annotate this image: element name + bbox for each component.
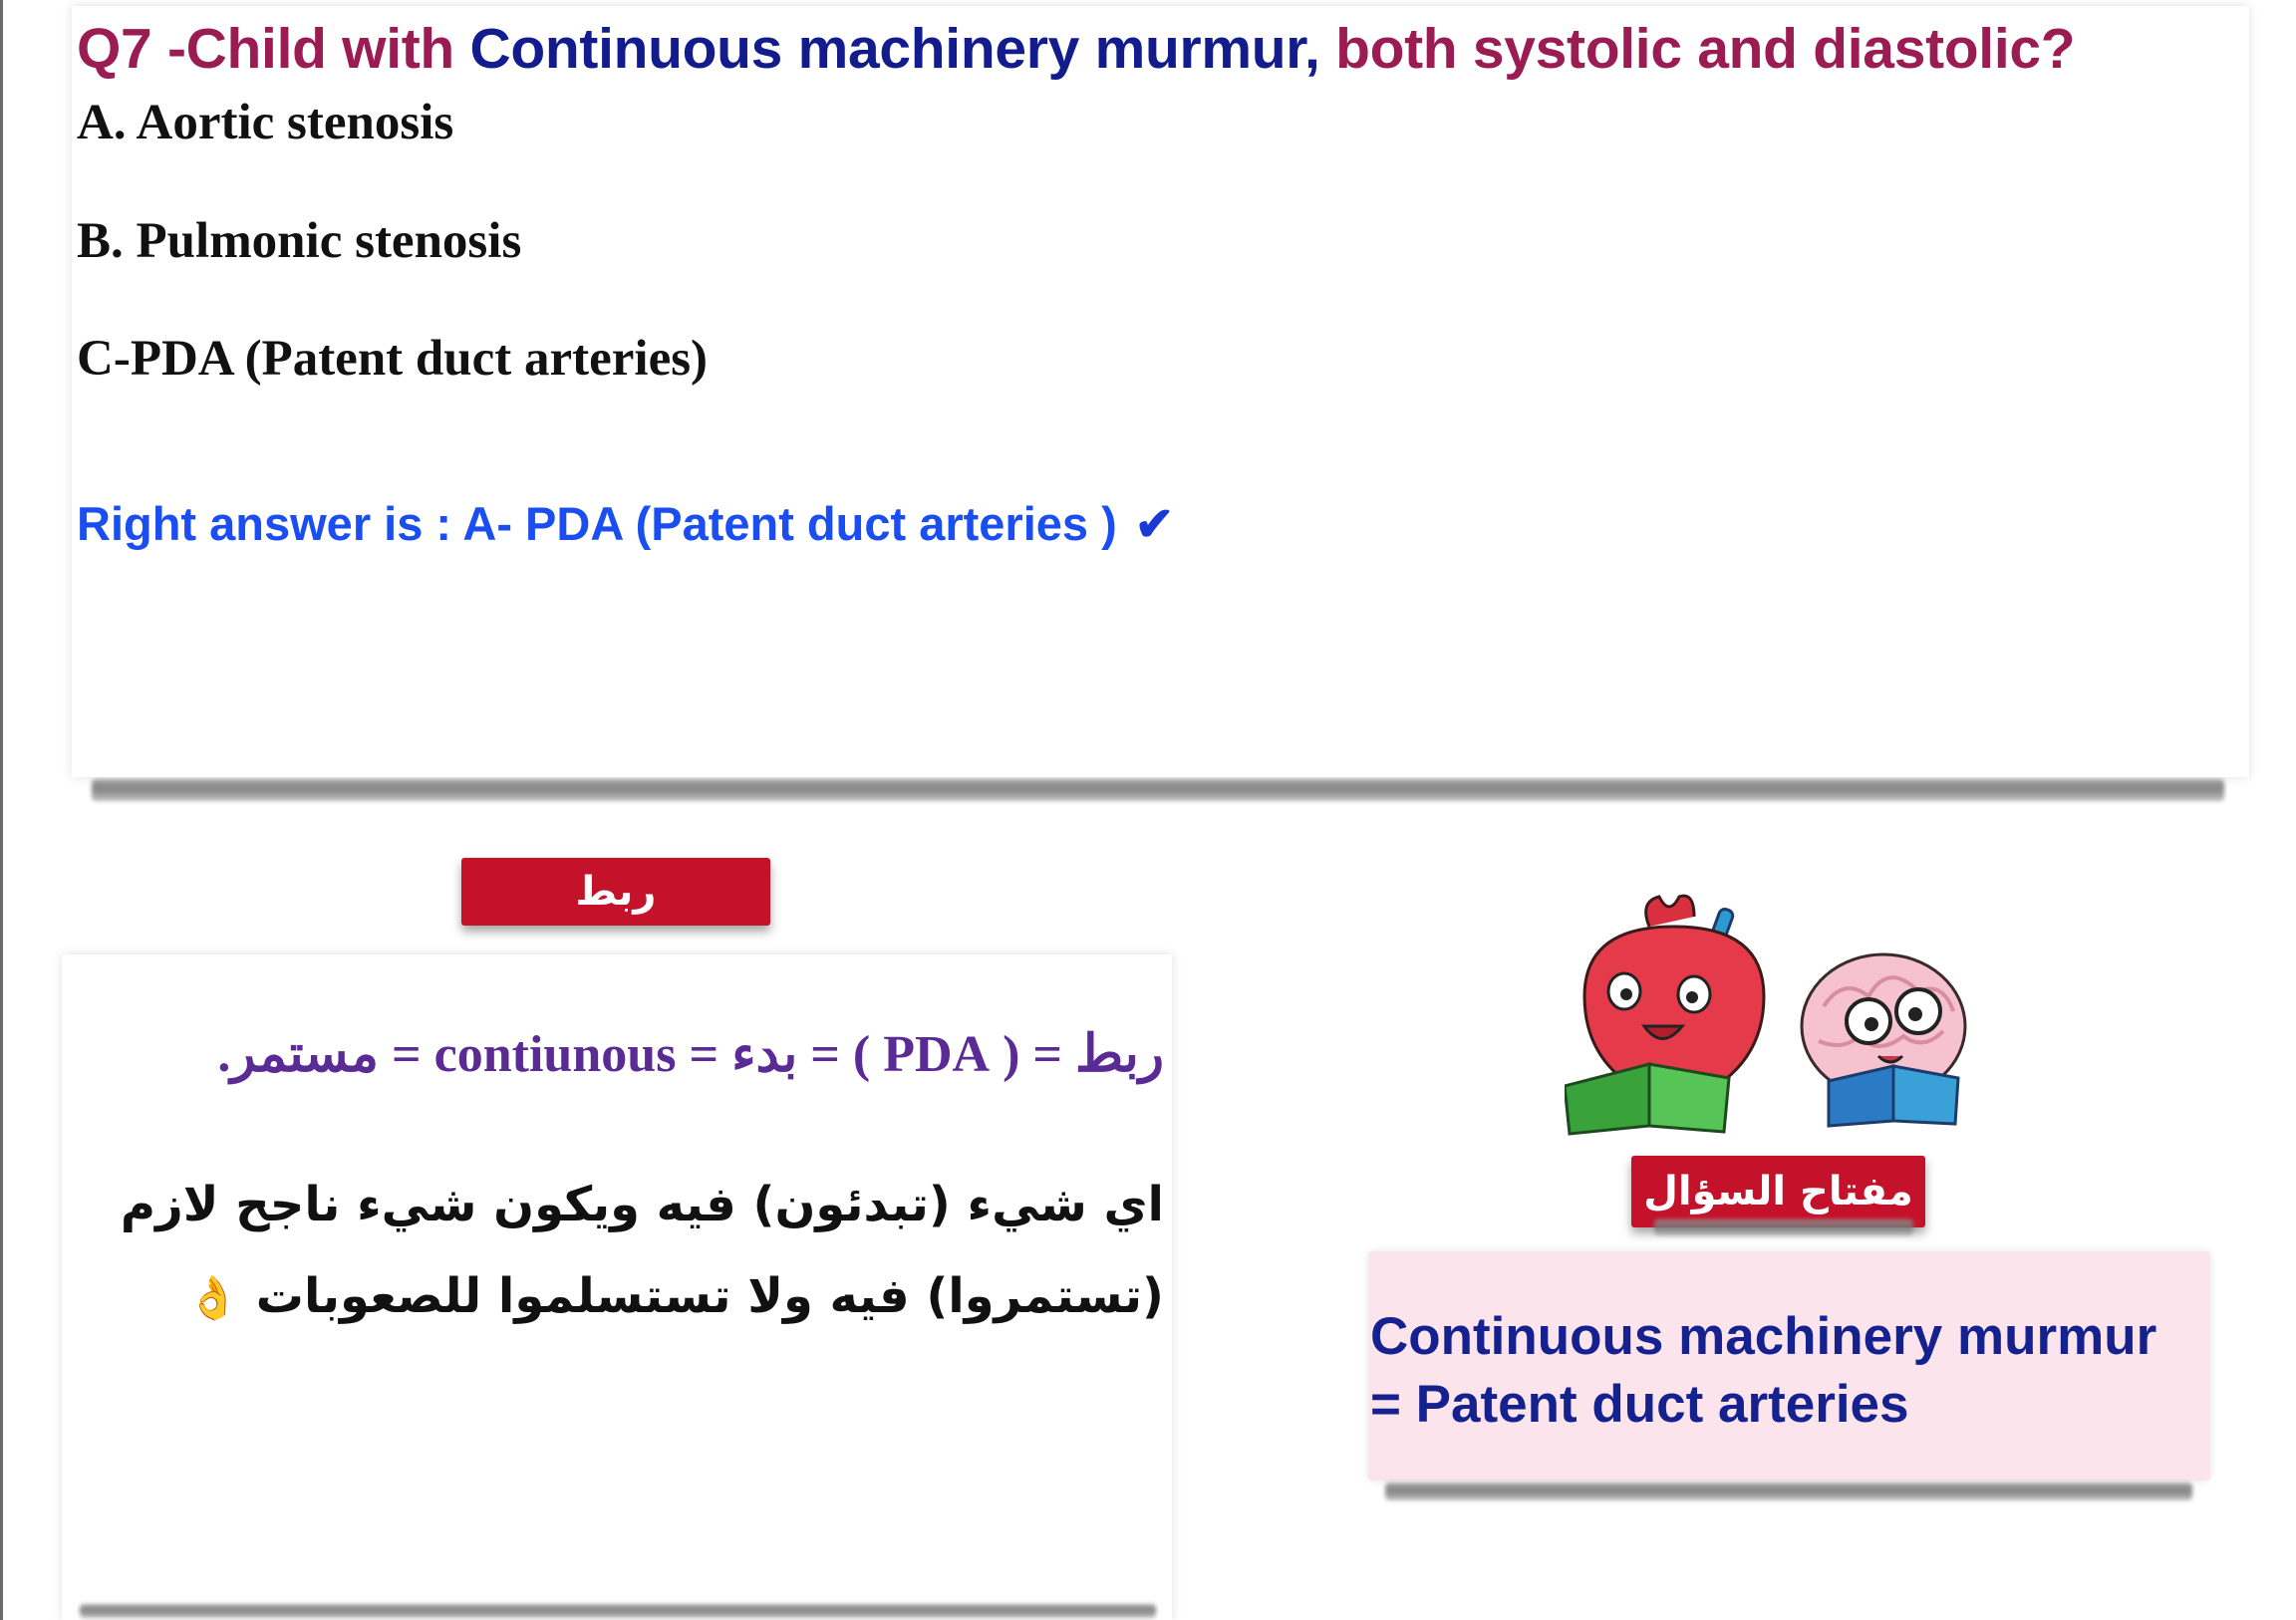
question-key-text xyxy=(1370,1303,2156,1439)
mnemonic-card-shadow xyxy=(80,1604,1156,1618)
key-label-shadow xyxy=(1654,1219,1913,1235)
question-key-label: مفتاح السؤال xyxy=(1631,1156,1925,1227)
heart-character xyxy=(1565,896,1764,1134)
mnemonic-body-line-2 xyxy=(68,1250,1164,1344)
question-suffix: both systolic and diastolic? xyxy=(1319,17,2076,81)
mnemonic-link-line: ربط = ( PDA ) = بدء = contiunous = مستمر. xyxy=(217,1026,1164,1083)
checkmark-icon: ✔ xyxy=(1134,497,1175,550)
mnemonic-body-line-2-text: (تستمروا) فيه ولا تستسلموا للصعوبات xyxy=(255,1268,1164,1324)
heart-and-brain-reading-icon xyxy=(1565,887,2013,1146)
question-card xyxy=(72,6,2249,777)
key-card-shadow xyxy=(1385,1483,2192,1500)
ok-hand-icon: 👌 xyxy=(186,1273,240,1322)
key-line-2: = Patent duct arteries xyxy=(1370,1375,1909,1434)
question-card-shadow xyxy=(92,779,2224,801)
brain-character xyxy=(1802,954,1965,1126)
question-prefix: Q7 -Child with xyxy=(77,17,470,81)
right-answer-text: Right answer is : A- PDA (Patent duct arteries ) xyxy=(77,497,1117,550)
question-title xyxy=(77,16,2075,82)
right-answer xyxy=(77,496,1174,552)
question-key-card xyxy=(1368,1251,2210,1481)
mnemonic-card xyxy=(62,954,1172,1620)
mnemonic-body-line-1: اي شيء (تبدئون) فيه ويكون شيء ناجح لازم xyxy=(120,1177,1164,1232)
option-a: A. Aortic stenosis xyxy=(77,95,454,150)
mnemonic-body xyxy=(68,1159,1164,1344)
key-line-1: Continuous machinery murmur xyxy=(1370,1307,2157,1366)
question-emphasis: Continuous machinery murmur, xyxy=(469,17,1320,81)
option-b: B. Pulmonic stenosis xyxy=(77,213,522,269)
option-c: C-PDA (Patent duct arteries) xyxy=(77,331,709,387)
page-edge xyxy=(0,0,3,1620)
link-label: ربط xyxy=(461,858,770,926)
